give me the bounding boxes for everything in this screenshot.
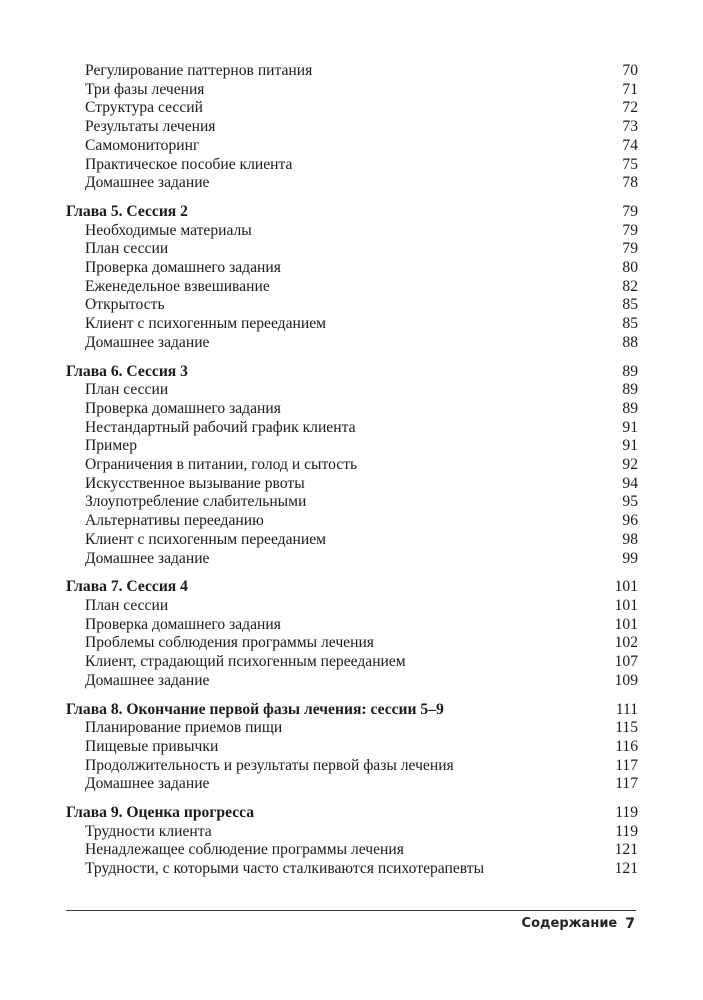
section-title: Домашнее задание — [85, 174, 210, 192]
section-title: Домашнее задание — [85, 775, 210, 793]
toc-page-number: 115 — [615, 719, 638, 737]
toc-chapter-entry — [66, 804, 638, 823]
toc-page-number: 79 — [622, 221, 638, 239]
toc-chapter-entry — [66, 578, 638, 597]
toc-section-entry — [66, 381, 638, 400]
toc-section-entry — [66, 296, 638, 315]
section-title: Открытость — [85, 296, 165, 314]
section-title: Злоупотребление слабительными — [85, 493, 307, 511]
toc-page-number: 72 — [622, 99, 638, 117]
section-title: Проверка домашнего задания — [85, 259, 281, 277]
toc-page-number: 101 — [614, 596, 638, 614]
toc-section-entry — [66, 653, 638, 672]
toc-section-entry — [66, 757, 638, 776]
toc-page-number: 116 — [615, 737, 638, 755]
section-title: Домашнее задание — [85, 333, 210, 351]
toc-section-entry — [66, 118, 638, 137]
toc-page-number: 91 — [622, 437, 638, 455]
toc-section-entry — [66, 156, 638, 175]
section-title: Ненадлежащее соблюдение программы лечения — [85, 841, 404, 859]
toc-page-number: 121 — [614, 860, 638, 878]
toc-chapter-entry — [66, 701, 638, 720]
toc-page-number: 73 — [622, 118, 638, 136]
section-title: Проблемы соблюдения программы лечения — [85, 634, 374, 652]
section-title: Результаты лечения — [85, 118, 216, 136]
toc-section-entry — [66, 62, 638, 81]
toc-page-number: 89 — [622, 399, 638, 417]
section-title: Клиент, страдающий психогенным перееданием — [85, 653, 406, 671]
section-title: Пищевые привычки — [85, 737, 219, 755]
section-title: Альтернативы перееданию — [85, 512, 264, 530]
toc-page-number: 79 — [622, 240, 638, 258]
toc-page-number: 98 — [622, 530, 638, 548]
section-title: Структура сессий — [85, 99, 203, 117]
toc-page-number: 121 — [614, 841, 638, 859]
toc-section-entry — [66, 456, 638, 475]
toc-page-number: 71 — [622, 80, 638, 98]
toc-section-entry — [66, 174, 638, 193]
toc-section-entry — [66, 860, 638, 879]
toc-section-entry — [66, 400, 638, 419]
section-title: Еженедельное взвешивание — [85, 277, 270, 295]
toc-section-entry — [66, 634, 638, 653]
toc-section-entry — [66, 419, 638, 438]
toc-page-number: 119 — [615, 822, 638, 840]
toc-page-number: 102 — [614, 634, 638, 652]
chapter-title: Глава 8. Окончание первой фазы лечения: сессии 5–9 — [66, 700, 444, 718]
toc-page-number: 80 — [622, 259, 638, 277]
toc-page-number: 117 — [615, 756, 638, 774]
toc-section-entry — [66, 493, 638, 512]
section-title: План сессии — [85, 596, 169, 614]
section-title: План сессии — [85, 240, 169, 258]
section-title: Трудности, с которыми часто сталкиваются психотерапевты — [85, 860, 485, 878]
section-title: Проверка домашнего задания — [85, 399, 281, 417]
toc-page-number: 75 — [622, 155, 638, 173]
toc-page-number: 89 — [622, 362, 638, 380]
toc-page-number: 111 — [615, 700, 638, 718]
section-title: Продолжительность и результаты первой фазы лечения — [85, 756, 454, 774]
toc-section-entry — [66, 597, 638, 616]
toc-page-number: 101 — [614, 578, 638, 596]
toc-section-entry — [66, 512, 638, 531]
toc-page-number: 79 — [622, 202, 638, 220]
toc-section-entry — [66, 550, 638, 569]
section-title: Клиент с психогенным перееданием — [85, 315, 327, 333]
section-title: Регулирование паттернов питания — [85, 62, 313, 79]
section-title: Домашнее задание — [85, 549, 210, 567]
section-title: Клиент с психогенным перееданием — [85, 530, 327, 548]
section-title: Домашнее задание — [85, 671, 210, 689]
toc-page-number: 82 — [622, 277, 638, 295]
section-title: Необходимые материалы — [85, 221, 252, 239]
footer-section-title: Содержание — [521, 916, 618, 931]
toc-page-number: 95 — [622, 493, 638, 511]
toc-page-number: 91 — [622, 418, 638, 436]
section-title: Пример — [85, 437, 137, 455]
toc-section-entry — [66, 672, 638, 691]
toc-page-number: 96 — [622, 512, 638, 530]
section-title: Планирование приемов пищи — [85, 719, 283, 737]
toc-section-entry — [66, 259, 638, 278]
section-title: План сессии — [85, 381, 169, 399]
toc-section-entry — [66, 278, 638, 297]
chapter-title: Глава 6. Сессия 3 — [66, 362, 188, 380]
toc-page-number: 88 — [622, 333, 638, 351]
table-of-contents — [66, 62, 638, 879]
toc-page-number: 109 — [614, 671, 638, 689]
chapter-title: Глава 7. Сессия 4 — [66, 578, 188, 596]
toc-section-entry — [66, 616, 638, 635]
toc-chapter-entry — [66, 203, 638, 222]
toc-page-number: 94 — [622, 474, 638, 492]
toc-page-number: 70 — [622, 62, 638, 79]
toc-section-entry — [66, 240, 638, 259]
toc-section-entry — [66, 137, 638, 156]
section-title: Нестандартный рабочий график клиента — [85, 418, 356, 436]
section-title: Искусственное вызывание рвоты — [85, 474, 305, 492]
chapter-title: Глава 5. Сессия 2 — [66, 202, 188, 220]
toc-section-entry — [66, 315, 638, 334]
toc-page-number: 85 — [622, 315, 638, 333]
toc-page-number: 78 — [622, 174, 638, 192]
toc-section-entry — [66, 222, 638, 241]
toc-page-number: 119 — [615, 804, 638, 822]
toc-page-number: 101 — [614, 615, 638, 633]
toc-section-entry — [66, 738, 638, 757]
toc-section-entry — [66, 81, 638, 100]
page-number: 7 — [625, 916, 635, 932]
section-title: Проверка домашнего задания — [85, 615, 281, 633]
toc-page-number: 85 — [622, 296, 638, 314]
section-title: Самомониторинг — [85, 136, 200, 154]
toc-section-entry — [66, 531, 638, 550]
section-title: Ограничения в питании, голод и сытость — [85, 456, 358, 474]
toc-section-entry — [66, 775, 638, 794]
toc-section-entry — [66, 334, 638, 353]
toc-page-number: 92 — [622, 456, 638, 474]
toc-section-entry — [66, 99, 638, 118]
toc-page-number: 99 — [622, 549, 638, 567]
toc-chapter-entry — [66, 363, 638, 382]
section-title: Трудности клиента — [85, 822, 212, 840]
footer-rule — [66, 910, 636, 911]
running-footer — [522, 916, 635, 932]
toc-section-entry — [66, 719, 638, 738]
chapter-title: Глава 9. Оценка прогресса — [66, 804, 255, 822]
toc-page-number: 89 — [622, 381, 638, 399]
toc-page-number: 117 — [615, 775, 638, 793]
section-title: Практическое пособие клиента — [85, 155, 293, 173]
toc-section-entry — [66, 475, 638, 494]
toc-section-entry — [66, 841, 638, 860]
toc-section-entry — [66, 823, 638, 842]
toc-page-number: 74 — [622, 136, 638, 154]
toc-section-entry — [66, 437, 638, 456]
section-title: Три фазы лечения — [85, 80, 205, 98]
toc-page-number: 107 — [614, 653, 638, 671]
